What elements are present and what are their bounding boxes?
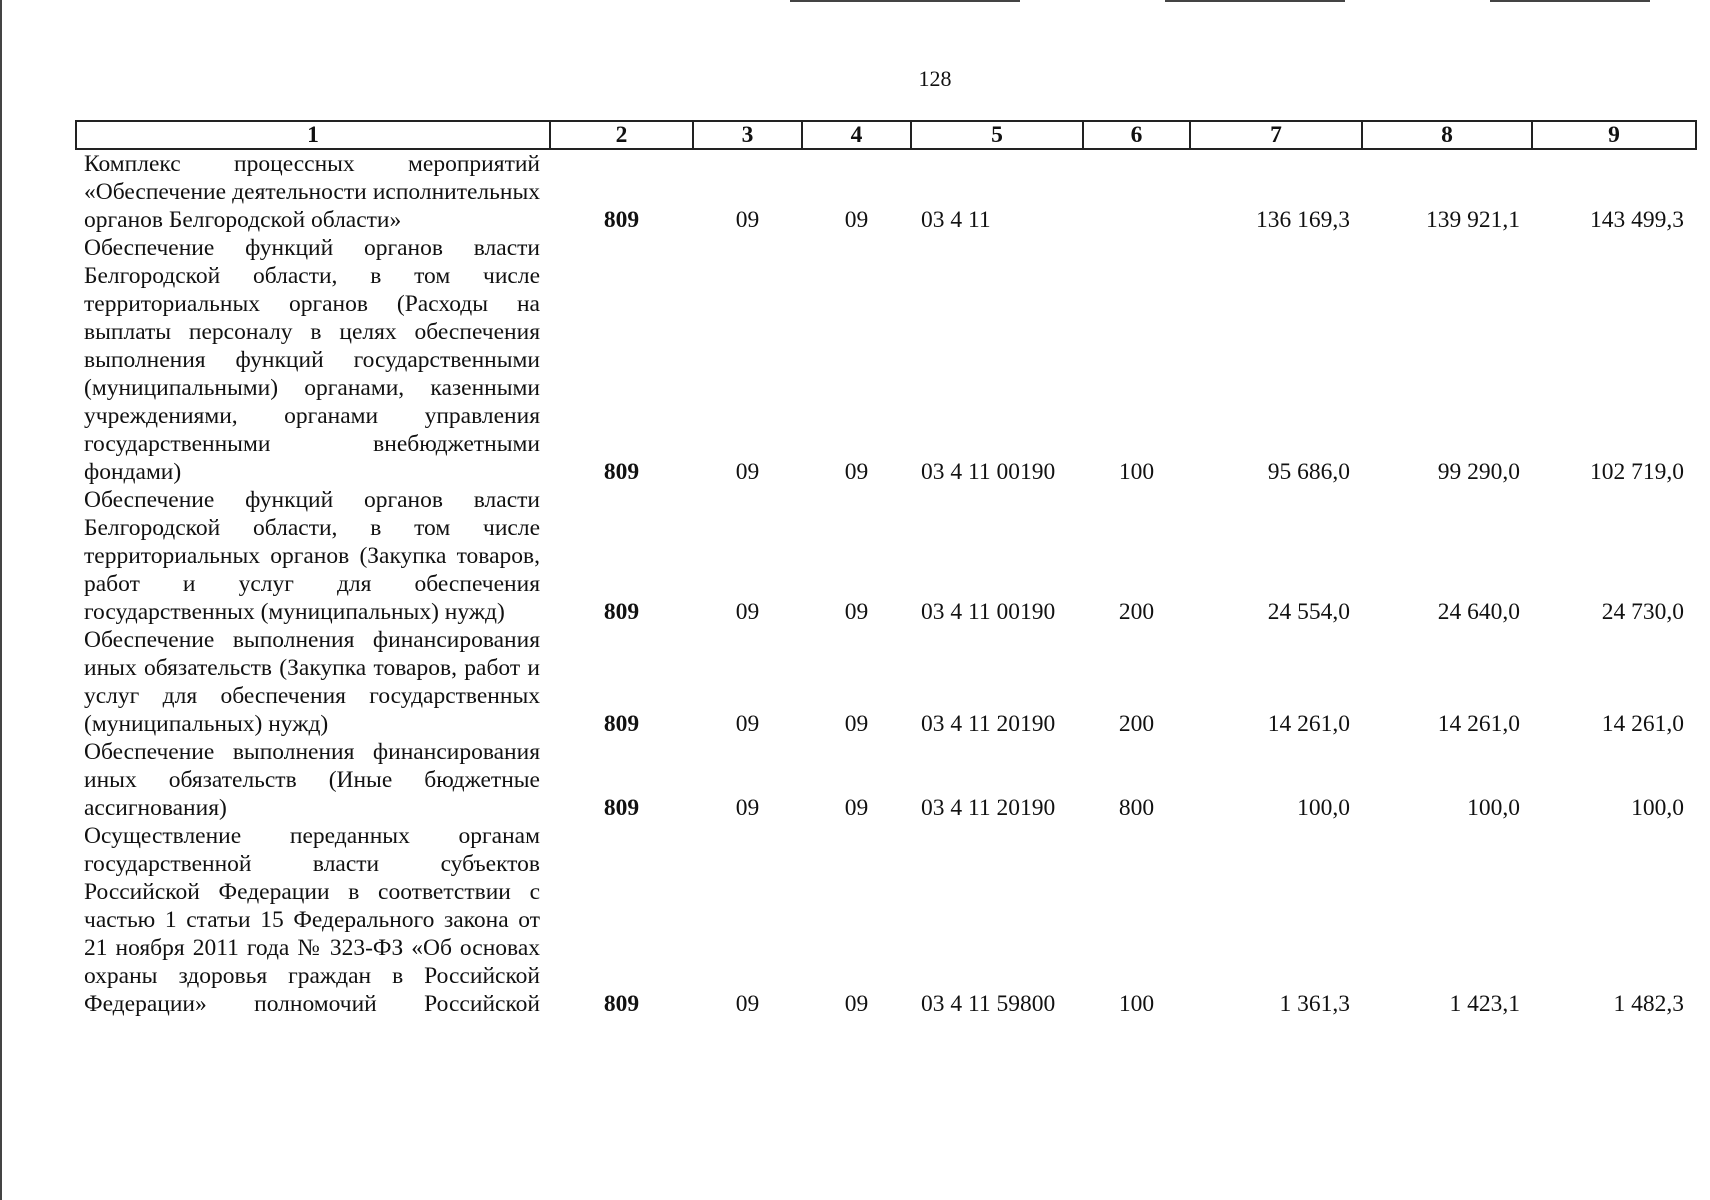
budget-table [75,120,1697,1018]
section-code: 09 [735,795,760,821]
target-article-code: 03 4 11 59800 [921,991,1056,1017]
row-description: Обеспечение функций органов власти Белгородской области, в том числе территориальных органов (Расходы на выплаты персоналу в целях обеспечения выполнения функций государственными (муниципальными) органами, казенными учреждениями, органами управления государственными внебюджетными фондами) [84,235,540,485]
target-article-code: 03 4 11 20190 [921,795,1056,821]
row-description: Обеспечение функций органов власти Белгородской области, в том числе территориальных органов (Закупка товаров, работ и услуг для обеспечения государственных (муниципальных) нужд) [84,487,540,625]
amount-col-7: 1 361,3 [1279,991,1350,1017]
column-header: 1 [76,121,550,149]
section-code: 09 [735,207,760,233]
column-header: 3 [693,121,802,149]
table-row [76,822,1696,1018]
amount-col-7: 100,0 [1297,795,1350,821]
subsection-code: 09 [844,991,869,1017]
amount-col-7: 14 261,0 [1267,711,1350,737]
section-code: 09 [735,459,760,485]
ministry-code: 809 [603,599,640,625]
section-code: 09 [735,599,760,625]
expense-type-code: 800 [1118,795,1155,821]
table-row [76,486,1696,626]
expense-type-code: 200 [1118,711,1155,737]
amount-col-8: 100,0 [1467,795,1520,821]
page-number: 128 [918,66,952,91]
expense-type-code: 100 [1118,459,1155,485]
table-row [76,738,1696,822]
expense-type-code: 200 [1118,599,1155,625]
subsection-code: 09 [844,599,869,625]
amount-col-9: 14 261,0 [1601,711,1684,737]
subsection-code: 09 [844,711,869,737]
section-code: 09 [735,711,760,737]
ministry-code: 809 [603,795,640,821]
subsection-code: 09 [844,207,869,233]
column-header: 4 [802,121,911,149]
column-header: 8 [1362,121,1532,149]
expense-type-code [1083,149,1190,234]
column-header: 6 [1083,121,1190,149]
ministry-code: 809 [603,459,640,485]
target-article-code: 03 4 11 20190 [921,711,1056,737]
row-description: Комплекс процессных мероприятий «Обеспечение деятельности исполнительных органов Белгородской области» [84,151,540,233]
amount-col-8: 1 423,1 [1449,991,1520,1017]
ministry-code: 809 [603,207,640,233]
row-description: Осуществление переданных органам государственной власти субъектов Российской Федерации в соответствии с частью 1 статьи 15 Федерального закона от 21 ноября 2011 года № 323-ФЗ «Об основах охраны здоровья граждан в Российской Федерации» полномочий Российской [84,823,540,1017]
amount-col-8: 139 921,1 [1426,207,1520,233]
scan-edge-line [790,0,1020,2]
scan-edge-line [1165,0,1345,2]
row-description: Обеспечение выполнения финансирования иных обязательств (Иные бюджетные ассигнования) [84,739,540,821]
amount-col-9: 102 719,0 [1590,459,1684,485]
table-row [76,149,1696,234]
column-header: 2 [550,121,693,149]
header-row [76,121,1696,149]
amount-col-8: 14 261,0 [1437,711,1520,737]
amount-col-7: 95 686,0 [1267,459,1350,485]
amount-col-7: 136 169,3 [1256,207,1350,233]
column-header: 9 [1532,121,1696,149]
table-row [76,626,1696,738]
column-header: 5 [911,121,1083,149]
target-article-code: 03 4 11 00190 [921,599,1056,625]
ministry-code: 809 [603,991,640,1017]
scan-edge-line [0,0,2,1200]
row-description: Обеспечение выполнения финансирования иных обязательств (Закупка товаров, работ и услуг для обеспечения государственных (муниципальных) нужд) [84,627,540,737]
subsection-code: 09 [844,459,869,485]
amount-col-9: 143 499,3 [1590,207,1684,233]
subsection-code: 09 [844,795,869,821]
amount-col-9: 24 730,0 [1601,599,1684,625]
amount-col-7: 24 554,0 [1267,599,1350,625]
amount-col-9: 1 482,3 [1613,991,1684,1017]
expense-type-code: 100 [1118,991,1155,1017]
section-code: 09 [735,991,760,1017]
table-row [76,234,1696,486]
target-article-code: 03 4 11 [921,207,991,233]
amount-col-8: 24 640,0 [1437,599,1520,625]
scan-edge-line [1490,0,1650,2]
target-article-code: 03 4 11 00190 [921,459,1056,485]
ministry-code: 809 [603,711,640,737]
amount-col-8: 99 290,0 [1437,459,1520,485]
amount-col-9: 100,0 [1631,795,1684,821]
column-header: 7 [1190,121,1362,149]
